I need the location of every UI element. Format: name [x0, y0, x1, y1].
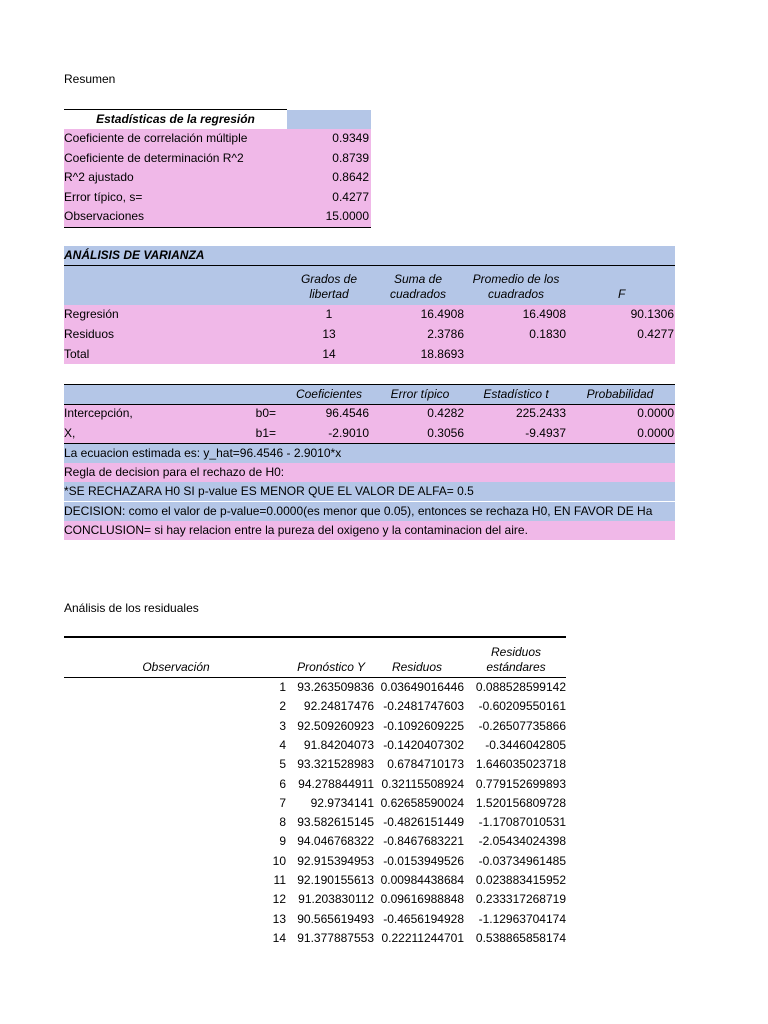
residual-pred: 92.190155613: [297, 873, 374, 887]
coef-row-label: Intercepción,: [64, 406, 133, 420]
residual-obs: 8: [279, 815, 286, 830]
residual-pred: 92.24817476: [303, 699, 374, 714]
table-row: [64, 871, 566, 890]
residual-std: -0.03734961485: [478, 853, 566, 868]
divider: [64, 227, 371, 228]
header-blank-cell: [287, 110, 371, 129]
residuals-title: Análisis de los residuales: [64, 601, 199, 615]
coef-cell-p: 0.0000: [637, 406, 674, 420]
coef-row-label: X,: [64, 426, 76, 440]
anova-row-label: Total: [64, 347, 90, 361]
table-row: [64, 678, 566, 697]
stat-label: Observaciones: [64, 209, 145, 224]
residual-std: 0.538865858174: [475, 930, 566, 945]
residual-std: 1.646035023718: [475, 757, 566, 772]
coef-header: Coeficientes: [295, 387, 363, 401]
coef-cell-se: 0.3056: [427, 426, 464, 440]
stat-label: Error típico, s=: [64, 189, 143, 204]
residual-res: -0.4826151449: [383, 815, 464, 830]
coef-cell-coef: -2.9010: [328, 426, 369, 440]
stat-value: 0.8642: [332, 170, 369, 185]
residual-std: -0.60209550161: [478, 699, 566, 714]
note-decision: DECISION: como el valor de p-value=0.0000(es menor que 0.05), entonces se rechaza H0, EN FAVOR DE Ha: [64, 504, 653, 518]
table-row: [64, 794, 566, 813]
table-row: [64, 910, 566, 929]
residual-std: 0.088528599142: [475, 680, 566, 694]
regression-stats-header: Estadísticas de la regresión: [96, 112, 255, 126]
stat-label: Coeficiente de determinación R^2: [64, 150, 244, 165]
coef-row-symbol: b0=: [255, 406, 276, 420]
anova-row-label: Residuos: [64, 327, 115, 341]
residual-obs: 4: [279, 737, 286, 752]
residual-res: -0.1420407302: [383, 737, 464, 752]
residual-res: -0.0153949526: [383, 853, 464, 868]
residual-obs: 1: [279, 680, 286, 694]
residual-res: -0.4656194928: [383, 911, 464, 926]
divider: [64, 109, 287, 110]
anova-cell-df: 14: [322, 347, 336, 361]
residual-res: 0.03649016446: [380, 680, 464, 694]
residual-std: 1.520156809728: [475, 795, 566, 810]
table-row: [64, 717, 566, 736]
table-row: [64, 736, 566, 755]
residual-obs: 5: [279, 757, 286, 772]
coef-cell-t: -9.4937: [525, 426, 566, 440]
residual-pred: 94.046768322: [297, 834, 374, 849]
residual-std: -0.26507735866: [478, 718, 566, 733]
table-row: [64, 813, 566, 832]
residual-res: 0.6784710173: [387, 757, 464, 772]
residuals-header-std: Residuos estándares: [486, 645, 546, 674]
residual-std: -1.17087010531: [478, 815, 566, 830]
table-row: [64, 775, 566, 794]
residual-res: 0.22211244701: [381, 930, 464, 945]
table-row: [64, 832, 566, 851]
stat-label: Coeficiente de correlación múltiple: [64, 131, 248, 145]
residual-std: -1.12963704174: [478, 911, 566, 926]
coef-row-symbol: b1=: [255, 426, 276, 440]
note-conclusion: CONCLUSION= si hay relacion entre la pureza del oxigeno y la contaminacion del aire.: [64, 523, 528, 537]
table-row: [64, 697, 566, 716]
residual-std: -2.05434024398: [478, 834, 566, 849]
residual-pred: 92.915394953: [297, 853, 374, 868]
note-equation: La ecuacion estimada es: y_hat=96.4546 - 2.9010*x: [64, 446, 342, 460]
table-row: [64, 755, 566, 774]
residual-res: 0.62658590024: [380, 795, 464, 810]
coef-header: Estadístico t: [483, 387, 549, 401]
coef-header: Error típico: [390, 387, 450, 401]
residual-pred: 91.203830112: [298, 892, 374, 907]
note-rule: Regla de decision para el rechazo de H0:: [64, 465, 285, 479]
residual-pred: 92.9734141: [310, 795, 374, 810]
residual-pred: 93.321528983: [297, 757, 374, 772]
residual-obs: 10: [272, 853, 286, 868]
note-criterion: *SE RECHAZARA H0 SI p-value ES MENOR QUE EL VALOR DE ALFA= 0.5: [64, 484, 474, 498]
residual-obs: 12: [272, 892, 286, 907]
anova-cell-df: 1: [325, 307, 333, 321]
residual-res: -0.8467683221: [383, 834, 464, 849]
coef-cell-p: 0.0000: [637, 426, 674, 440]
divider: [64, 636, 566, 638]
anova-cell-ss: 2.3786: [427, 327, 464, 341]
coef-header: Probabilidad: [586, 387, 654, 401]
anova-cell-f: 90.1306: [630, 307, 674, 321]
residual-obs: 13: [272, 911, 286, 926]
anova-row-label: Regresión: [64, 307, 119, 321]
residuals-header-pred: Pronóstico Y: [297, 660, 365, 674]
residual-res: 0.00984438684: [380, 873, 464, 887]
coef-cell-coef: 96.4546: [325, 406, 369, 420]
stat-label: R^2 ajustado: [64, 170, 134, 185]
coef-cell-se: 0.4282: [427, 406, 464, 420]
coef-cell-t: 225.2433: [515, 406, 566, 420]
residual-res: 0.09616988848: [380, 892, 464, 907]
anova-header-f: F: [618, 287, 626, 301]
residual-res: 0.32115508924: [381, 776, 464, 791]
residual-obs: 7: [279, 795, 286, 810]
residual-std: 0.779152699893: [475, 776, 566, 791]
anova-header-df: Grados de libertad: [300, 272, 358, 301]
anova-cell-f: 0.4277: [637, 327, 674, 341]
residuals-header-obs: Observación: [142, 660, 210, 674]
residual-pred: 90.565619493: [297, 911, 374, 926]
residual-pred: 91.84204073: [303, 737, 374, 752]
anova-header-ss: Suma de cuadrados: [389, 272, 447, 301]
table-row: [64, 929, 566, 948]
stat-value: 0.4277: [332, 189, 369, 204]
stat-value: 0.8739: [332, 150, 369, 165]
residual-pred: 93.263509836: [297, 680, 374, 694]
anova-cell-df: 13: [322, 327, 336, 341]
stat-value: 15.0000: [325, 209, 369, 224]
anova-title: ANÁLISIS DE VARIANZA: [64, 248, 205, 262]
residual-pred: 92.509260923: [297, 718, 374, 733]
residual-obs: 9: [279, 834, 286, 849]
table-row: [64, 852, 566, 871]
residuals-header-res: Residuos: [391, 660, 442, 674]
residual-std: 0.233317268719: [475, 892, 566, 907]
residual-std: -0.3446042805: [485, 737, 566, 752]
residual-pred: 93.582615145: [297, 815, 374, 830]
residual-res: -0.1092609225: [383, 718, 464, 733]
residual-obs: 14: [272, 930, 286, 945]
stat-value: 0.9349: [332, 131, 369, 145]
residual-res: -0.2481747603: [383, 699, 464, 714]
anova-cell-ms: 16.4908: [522, 307, 566, 321]
anova-cell-f: [566, 345, 674, 364]
table-row: [64, 890, 566, 909]
residual-pred: 94.278844911: [298, 776, 374, 791]
anova-cell-ss: 16.4908: [420, 307, 464, 321]
residual-obs: 3: [279, 718, 286, 733]
residual-std: 0.023883415952: [475, 873, 566, 887]
anova-header-ms: Promedio de los cuadrados: [472, 272, 560, 301]
summary-title: Resumen: [64, 72, 116, 86]
residual-obs: 6: [279, 776, 286, 791]
residual-obs: 2: [279, 699, 286, 714]
residual-obs: 11: [273, 873, 286, 887]
residual-pred: 91.377887553: [297, 930, 374, 945]
anova-cell-ms: [466, 345, 566, 364]
anova-cell-ss: 18.8693: [420, 347, 464, 361]
anova-cell-ms: 0.1830: [529, 327, 566, 341]
